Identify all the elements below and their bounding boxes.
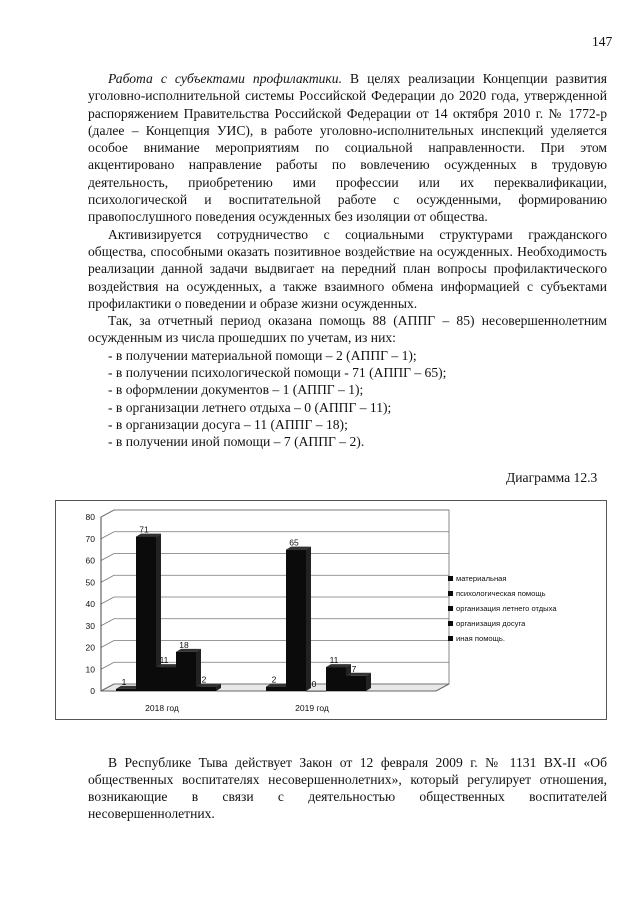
list-item: - в организации летнего отдыха – 0 (АППГ – 11);: [108, 399, 392, 415]
y-tick-label: 80: [85, 512, 95, 522]
data-label: 7: [351, 663, 357, 674]
legend-swatch: [448, 591, 453, 596]
legend-label: организация летнего отдыха: [456, 604, 557, 613]
bar: [306, 691, 326, 692]
data-label: 0: [311, 679, 317, 689]
bar: [266, 687, 286, 691]
list-item: - в получении материальной помощи – 2 (АППГ – 1);: [108, 347, 417, 363]
gridline: [101, 510, 449, 517]
bar: [326, 667, 346, 691]
list-item: - в получении иной помощи – 7 (АППГ – 2).: [108, 434, 365, 450]
data-label: 18: [179, 639, 189, 650]
paragraph-1-text: В целях реализации Концепции развития уголовно-исполнительной системы Российской Федерации до 2020 года, утвержденной распоряжением Правительства Российской Федерации от 14 октября 2010 г. № 1772-р (далее – Концепция УИС), в работе уголовно-исполнительных инспекций уделяется особое внимание мероприятиям по социальной направленности. При этом акцентировано направление работы по вовлечению осужденных в трудовую деятельность, приобретению ими профессии или их переквалификации, психологической и воспитательной работе с осужденными, формированию правопослушного поведения осужденных без изоляции от общества.: [88, 71, 607, 225]
category-label: 2018 год: [145, 703, 179, 713]
data-label: 65: [289, 537, 299, 548]
data-label: 2: [271, 674, 277, 685]
chart-frame: [55, 500, 607, 720]
y-tick-label: 20: [85, 642, 95, 653]
y-tick-label: 60: [85, 555, 95, 566]
y-tick-label: 70: [85, 533, 95, 544]
bar: [346, 676, 366, 691]
page-number: 147: [592, 34, 613, 49]
category-label: 2019 год: [295, 703, 329, 713]
legend-swatch: [448, 606, 453, 611]
list-item: - в получении психологической помощи - 71 (АППГ – 65);: [108, 365, 447, 381]
list-item: - в организации досуга – 11 (АППГ – 18);: [108, 416, 348, 432]
data-label: 2: [201, 674, 207, 685]
paragraph-1-lead: Работа с субъектами профилактики.: [108, 71, 342, 86]
data-label: 11: [159, 655, 169, 666]
data-label: 11: [329, 655, 339, 666]
assistance-list: [88, 347, 607, 451]
closing-text: [88, 740, 607, 836]
bar-chart: [56, 501, 606, 719]
bar-side: [306, 547, 311, 691]
data-label: 1: [121, 676, 127, 687]
bar: [196, 687, 216, 691]
paragraph-2: Активизируется сотрудничество с социальными структурами гражданского общества, способными оказать позитивное воздействие на осужденных. Необходимость реализации данной задачи выдвигает на передний план вопросы профилактического воздействия на осужденных, а также взаимного обмена информацией с субъектами профилактики о поведении и образе жизни осужденных.: [88, 226, 607, 311]
legend-label: организация досуга: [456, 619, 526, 628]
list-item: - в оформлении документов – 1 (АППГ – 1);: [108, 382, 364, 398]
legend-swatch: [448, 576, 453, 581]
legend-label: материальная: [456, 574, 507, 583]
chart-caption: Диаграмма 12.3: [506, 470, 598, 485]
legend-swatch: [448, 621, 453, 626]
y-tick-label: 40: [85, 599, 95, 609]
legend-label: психологическая помощь: [456, 589, 546, 598]
paragraph-4: В Республике Тыва действует Закон от 12 февраля 2009 г. № 1131 ВХ-II «Об общественных воспитателях несовершеннолетних», который регулирует отношения, возникающие в связи с деятельностью общественных воспитателей несовершеннолетних.: [88, 754, 607, 822]
bar: [136, 537, 156, 691]
bar-side: [366, 673, 371, 691]
y-tick-label: 0: [90, 686, 95, 696]
paragraph-3: Так, за отчетный период оказана помощь 88 (АППГ – 85) несовершеннолетним осужденным из числа прошедших по учетам, из них:: [88, 313, 607, 346]
main-text: [88, 70, 607, 451]
data-label: 71: [139, 524, 149, 535]
bar: [156, 667, 176, 691]
bar: [116, 689, 136, 691]
bar: [286, 550, 306, 691]
legend-swatch: [448, 636, 453, 641]
bar: [176, 652, 196, 691]
y-tick-label: 10: [85, 664, 95, 675]
y-tick-label: 30: [85, 620, 95, 631]
paragraph-1: [88, 70, 607, 226]
y-tick-label: 50: [85, 577, 95, 588]
legend-label: иная помощь.: [456, 634, 505, 643]
